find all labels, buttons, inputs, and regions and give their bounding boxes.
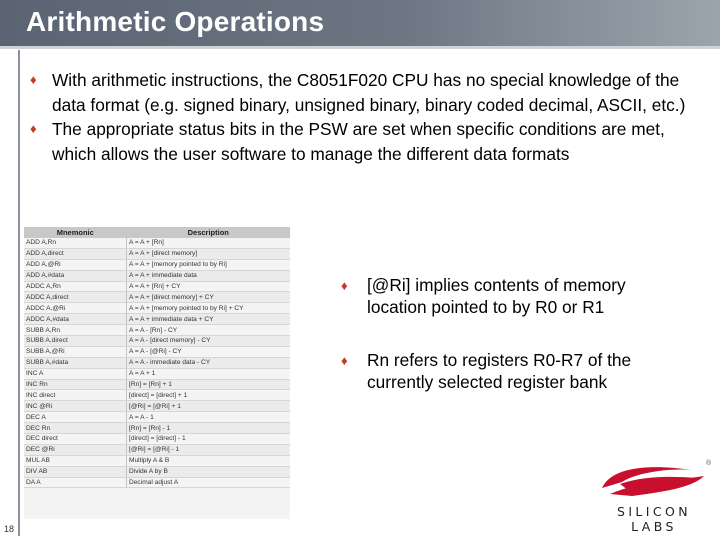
mnemonic-cell: DIV AB <box>24 466 127 477</box>
mnemonic-cell: SUBB A,@Ri <box>24 346 127 357</box>
mnemonic-cell: MUL AB <box>24 455 127 466</box>
description-cell: A = A + [direct memory] + CY <box>127 292 291 303</box>
diamond-bullet-icon: ♦ <box>341 278 348 293</box>
table-body <box>24 238 290 488</box>
table-row <box>24 412 290 423</box>
table-row <box>24 238 290 248</box>
description-cell: A = A - immediate data - CY <box>127 357 291 368</box>
table-row <box>24 281 290 292</box>
silicon-labs-swoosh-icon <box>592 458 716 504</box>
description-cell: [direct] = [direct] - 1 <box>127 434 291 445</box>
bullet-item <box>30 117 705 166</box>
description-cell: [@Ri] = [@Ri] + 1 <box>127 401 291 412</box>
page-number: 18 <box>4 524 15 534</box>
left-border-rule <box>18 50 20 536</box>
mnemonic-cell: DEC Rn <box>24 423 127 434</box>
table-row <box>24 466 290 477</box>
notes-bullet-list <box>341 275 661 425</box>
description-cell: A = A + [Rn] <box>127 238 291 248</box>
mnemonic-cell: SUBB A,Rn <box>24 325 127 336</box>
description-cell: Decimal adjust A <box>127 477 291 488</box>
mnemonic-cell: ADD A,direct <box>24 248 127 259</box>
table-row <box>24 368 290 379</box>
description-cell: [direct] = [direct] + 1 <box>127 390 291 401</box>
description-cell: Multiply A & B <box>127 455 291 466</box>
table-row <box>24 336 290 347</box>
note-text: Rn refers to registers R0-R7 of the currently selected register bank <box>367 350 632 392</box>
table-row <box>24 390 290 401</box>
instruction-table-image <box>24 227 290 519</box>
bullet-text: The appropriate status bits in the PSW are set when specific conditions are met, which allows the user software to manage the different data formats <box>52 119 665 164</box>
table-row <box>24 455 290 466</box>
table-row <box>24 444 290 455</box>
mnemonic-cell: INC direct <box>24 390 127 401</box>
table-row <box>24 357 290 368</box>
mnemonic-cell: DEC direct <box>24 434 127 445</box>
table-row <box>24 477 290 488</box>
slide-title: Arithmetic Operations <box>26 6 325 37</box>
description-cell: A = A + [Rn] + CY <box>127 281 291 292</box>
description-cell: [Rn] = [Rn] + 1 <box>127 379 291 390</box>
title-bar <box>0 0 720 46</box>
description-cell: A = A - [direct memory] - CY <box>127 336 291 347</box>
table-row <box>24 434 290 445</box>
table-row <box>24 303 290 314</box>
table-row <box>24 270 290 281</box>
table-row <box>24 248 290 259</box>
mnemonic-cell: DA A <box>24 477 127 488</box>
title-underline <box>0 46 720 49</box>
mnemonic-cell: ADDC A,#data <box>24 314 127 325</box>
description-cell: A = A - [Rn] - CY <box>127 325 291 336</box>
silicon-labs-logo <box>592 458 716 534</box>
mnemonic-cell: ADD A,@Ri <box>24 259 127 270</box>
note-item <box>341 350 661 393</box>
mnemonic-cell: ADD A,#data <box>24 270 127 281</box>
mnemonic-cell: ADDC A,direct <box>24 292 127 303</box>
table-row <box>24 423 290 434</box>
description-cell: A = A + 1 <box>127 368 291 379</box>
table-row <box>24 379 290 390</box>
table-header-row <box>24 227 290 238</box>
mnemonic-cell: INC A <box>24 368 127 379</box>
column-header-description: Description <box>127 227 291 238</box>
table-row <box>24 314 290 325</box>
table-row <box>24 292 290 303</box>
bullet-item <box>30 68 705 117</box>
description-cell: A = A + immediate data + CY <box>127 314 291 325</box>
column-header-mnemonic: Mnemonic <box>24 227 127 238</box>
bullet-text: With arithmetic instructions, the C8051F020 CPU has no special knowledge of the data format (e.g. signed binary, unsigned binary, binary coded decimal, ASCII, etc.) <box>52 70 686 115</box>
mnemonic-cell: SUBB A,direct <box>24 336 127 347</box>
description-cell: [Rn] = [Rn] - 1 <box>127 423 291 434</box>
description-cell: [@Ri] = [@Ri] - 1 <box>127 444 291 455</box>
mnemonic-cell: DEC A <box>24 412 127 423</box>
table-row <box>24 401 290 412</box>
table-row <box>24 259 290 270</box>
diamond-bullet-icon: ♦ <box>30 72 37 87</box>
description-cell: A = A + [memory pointed to by Ri] + CY <box>127 303 291 314</box>
instruction-table <box>24 227 290 488</box>
description-cell: A = A + [memory pointed to by Ri] <box>127 259 291 270</box>
diamond-bullet-icon: ♦ <box>30 121 37 136</box>
mnemonic-cell: ADDC A,@Ri <box>24 303 127 314</box>
trademark-symbol: ® <box>706 460 712 467</box>
description-cell: A = A + [direct memory] <box>127 248 291 259</box>
diamond-bullet-icon: ♦ <box>341 353 348 368</box>
description-cell: A = A - [@Ri] - CY <box>127 346 291 357</box>
description-cell: A = A - 1 <box>127 412 291 423</box>
table-row <box>24 346 290 357</box>
main-bullet-list <box>30 68 705 166</box>
mnemonic-cell: INC Rn <box>24 379 127 390</box>
mnemonic-cell: INC @Ri <box>24 401 127 412</box>
note-item <box>341 275 661 318</box>
mnemonic-cell: ADD A,Rn <box>24 238 127 248</box>
mnemonic-cell: SUBB A,#data <box>24 357 127 368</box>
logo-wordmark: SILICON LABS <box>617 504 691 534</box>
mnemonic-cell: ADDC A,Rn <box>24 281 127 292</box>
description-cell: A = A + immediate data <box>127 270 291 281</box>
note-text: [@Ri] implies contents of memory location pointed to by R0 or R1 <box>367 275 626 317</box>
table-row <box>24 325 290 336</box>
description-cell: Divide A by B <box>127 466 291 477</box>
mnemonic-cell: DEC @Ri <box>24 444 127 455</box>
